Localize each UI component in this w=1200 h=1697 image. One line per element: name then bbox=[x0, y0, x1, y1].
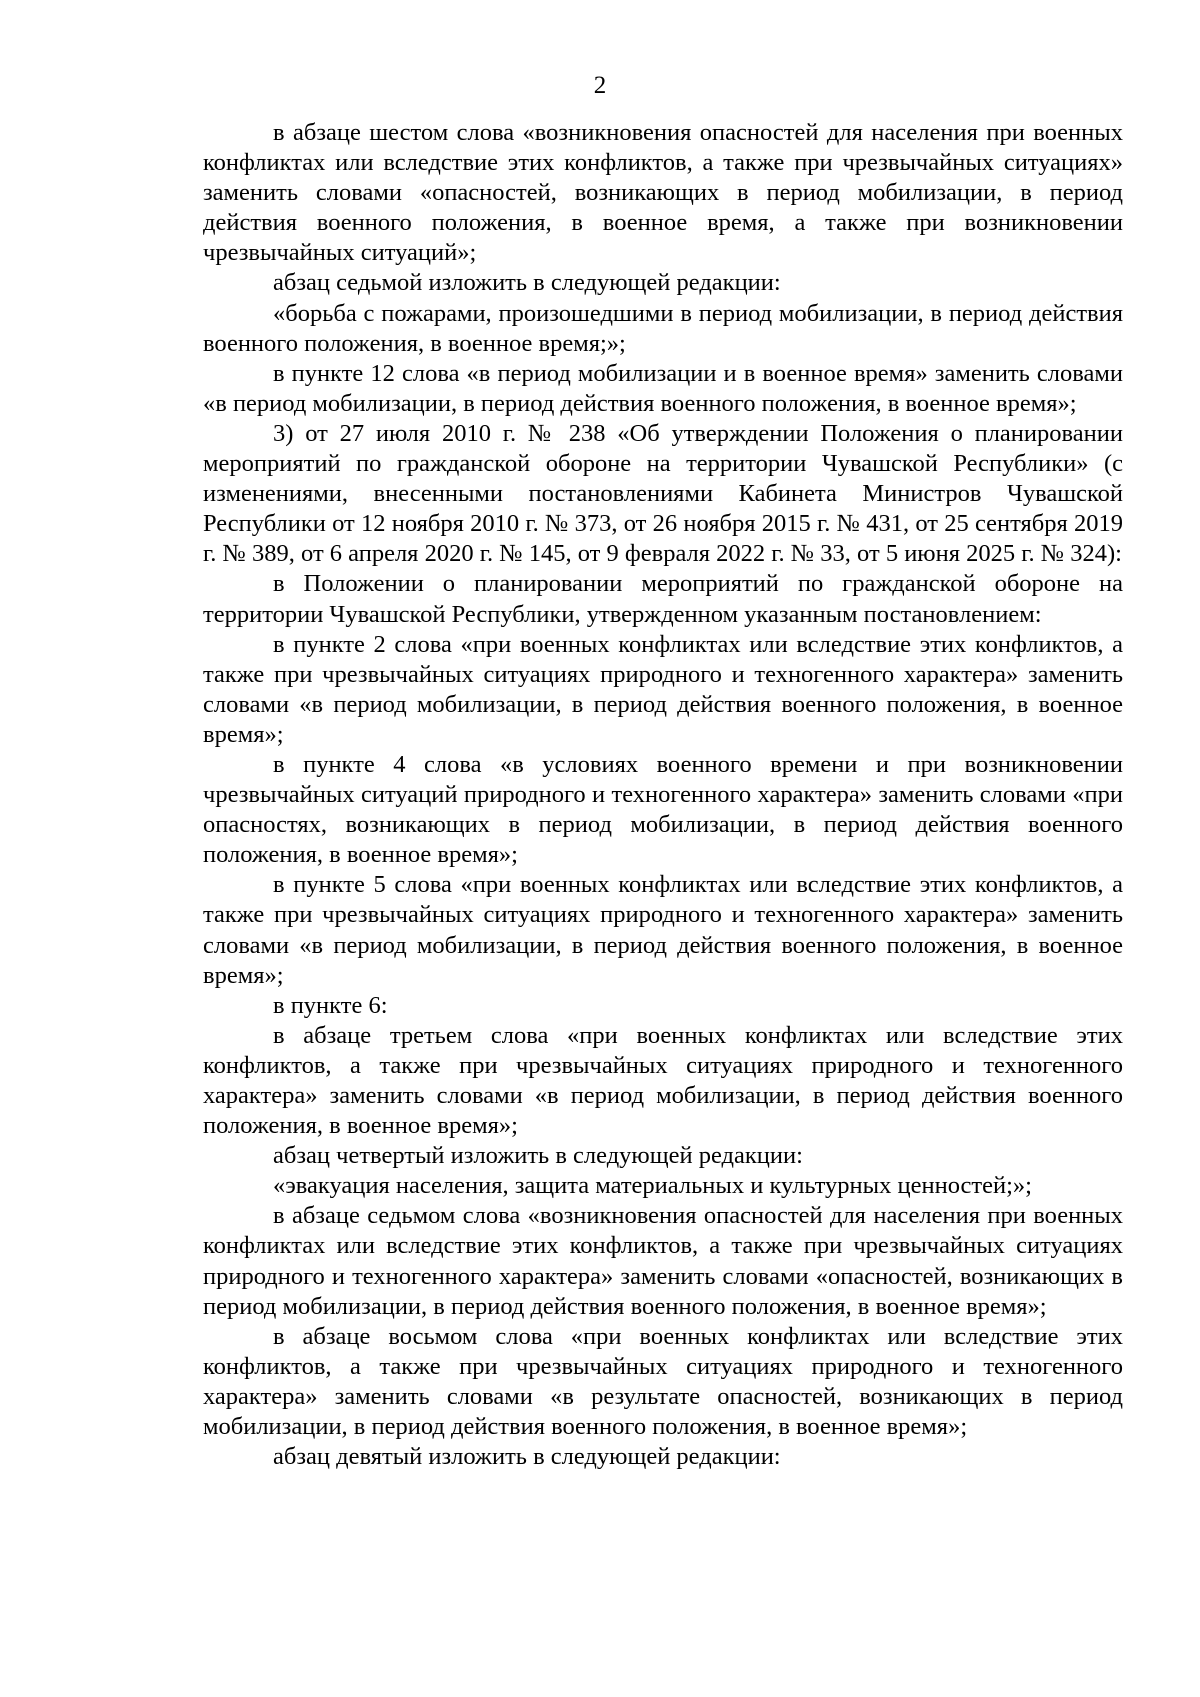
paragraph: в пункте 6: bbox=[273, 991, 388, 1019]
page-number: 2 bbox=[593, 72, 607, 99]
document-body bbox=[203, 118, 1123, 1472]
paragraph: в пункте 2 слова «при военных конфликтах или вследствие этих конфликтов, а также при чрезвычайных ситуациях природного и техногенного характера» заменить словами «в период мобилизации, в период действия военного положения, в военное время»; bbox=[203, 630, 1123, 748]
paragraph: абзац седьмой изложить в следующей редакции: bbox=[273, 269, 781, 297]
paragraph: «борьба с пожарами, произошедшими в период мобилизации, в период действия военного положения, в военное время;»; bbox=[203, 299, 1123, 357]
paragraph: в пункте 12 слова «в период мобилизации и в военное время» заменить словами «в период мобилизации, в период действия военного положения, в военное время»; bbox=[203, 359, 1123, 417]
paragraph: в абзаце седьмом слова «возникновения опасностей для населения при военных конфликтах или вследствие этих конфликтов, а также при чрезвычайных ситуациях природного и техногенного характера» заменить словами «опасностей, возникающих в период мобилизации, в период действия военного положения, в военное время»; bbox=[203, 1202, 1123, 1320]
paragraph: в абзаце шестом слова «возникновения опасностей для населения при военных конфликтах или вследствие этих конфликтов, а также при чрезвычайных ситуациях» заменить словами «опасностей, возникающих в период мобилизации, в период действия военного положения, в военное время, а также при возникновении чрезвычайных ситуаций»; bbox=[203, 119, 1123, 267]
paragraph: в пункте 5 слова «при военных конфликтах или вследствие этих конфликтов, а также при чрезвычайных ситуациях природного и техногенного характера» заменить словами «в период мобилизации, в период действия военного положения, в военное время»; bbox=[203, 871, 1123, 989]
paragraph: в абзаце третьем слова «при военных конфликтах или вследствие этих конфликтов, а также при чрезвычайных ситуациях природного и техногенного характера» заменить словами «в период мобилизации, в период действия военного положения, в военное время»; bbox=[203, 1021, 1123, 1140]
paragraph: в пункте 4 слова «в условиях военного времени и при возникновении чрезвычайных ситуаций природного и техногенного характера» заменить словами «при опасностях, возникающих в период мобилизации, в период действия военного положения, в военное время»; bbox=[203, 750, 1123, 869]
paragraph: в абзаце восьмом слова «при военных конфликтах или вследствие этих конфликтов, а также при чрезвычайных ситуациях природного и техногенного характера» заменить словами «в результате опасностей, возникающих в период мобилизации, в период действия военного положения, в военное время»; bbox=[203, 1322, 1123, 1441]
paragraph: абзац девятый изложить в следующей редакции: bbox=[273, 1443, 781, 1471]
paragraph: 3) от 27 июля 2010 г. № 238 «Об утверждении Положения о планировании мероприятий по гражданской обороне на территории Чувашской Республики» (с изменениями, внесенными постановлениями Кабинета Министров Чувашской Республики от 12 ноября 2010 г. № 373, от 26 ноября 2015 г. № 431, от 25 сентября 2019 г. № 389, от 6 апреля 2020 г. № 145, от 9 февраля 2022 г. № 33, от 5 июня 2025 г. № 324): bbox=[203, 419, 1123, 568]
paragraph: в Положении о планировании мероприятий по гражданской обороне на территории Чувашской Республики, утвержденном указанным постановлением: bbox=[203, 570, 1123, 628]
paragraph: «эвакуация населения, защита материальных и культурных ценностей;»; bbox=[273, 1172, 1032, 1200]
paragraph: абзац четвертый изложить в следующей редакции: bbox=[273, 1142, 803, 1170]
